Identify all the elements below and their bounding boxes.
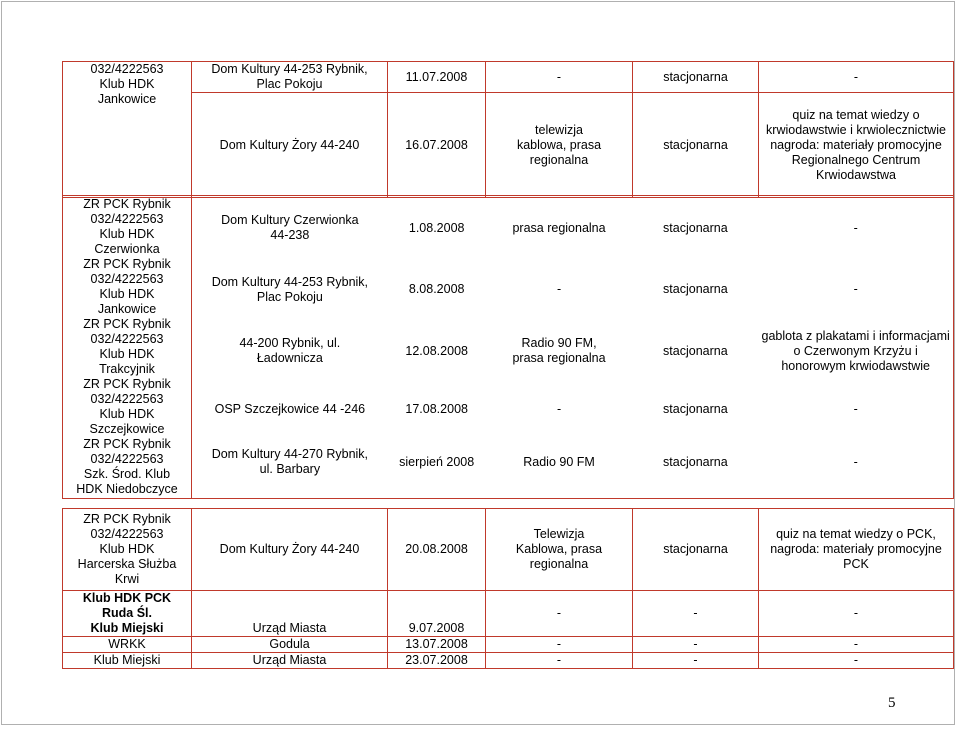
media-cell: - bbox=[556, 282, 562, 296]
notes-cell: - bbox=[853, 402, 858, 416]
place-cell: Dom Kultury 44-270 Rybnik, ul. Barbary bbox=[211, 447, 369, 476]
media-cell: Radio 90 FM bbox=[523, 454, 595, 469]
table-row bbox=[63, 591, 954, 637]
date-cell: 9.07.2008 bbox=[388, 591, 486, 637]
organizer-cell: 032/4222563 Klub HDK Jankowice bbox=[63, 62, 192, 198]
notes-cell: quiz na temat wiedzy o krwiodawstwie i krwiolecznictwie nagroda: materiały promocyjne Regionalnego Centrum Krwiodawstwa bbox=[759, 93, 954, 198]
type-cell: stacjonarna bbox=[633, 62, 759, 93]
page-number: 5 bbox=[888, 695, 896, 711]
list-item bbox=[192, 206, 953, 250]
organizer-cell: ZR PCK Rybnik 032/4222563 Klub HDK Harcerska Służba Krwi bbox=[63, 509, 192, 591]
notes-cell: - bbox=[853, 282, 858, 296]
notes-cell: - bbox=[759, 591, 954, 637]
type-cell: stacjonarna bbox=[633, 509, 759, 591]
list-item bbox=[192, 274, 953, 306]
place-cell: OSP Szczejkowice 44 -246 bbox=[214, 402, 366, 416]
notes-cell: gablota z plakatami i informacjami o Czerwonym Krzyżu i honorowym krwiodawstwie bbox=[761, 328, 950, 373]
place-cell: Dom Kultury 44-253 Rybnik, Plac Pokoju bbox=[211, 274, 369, 304]
place-cell: Dom Kultury Żory 44-240 bbox=[192, 509, 388, 591]
media-cell: - bbox=[486, 591, 633, 637]
media-cell: - bbox=[486, 653, 633, 669]
table-row bbox=[63, 653, 954, 669]
place-cell: Urząd Miasta bbox=[192, 591, 388, 637]
notes-cell: - bbox=[759, 637, 954, 653]
date-cell: 17.08.2008 bbox=[405, 402, 468, 416]
table-row bbox=[63, 196, 954, 499]
organizer-cell: Klub Miejski bbox=[63, 653, 192, 669]
notes-cell: - bbox=[759, 653, 954, 669]
place-cell: 44-200 Rybnik, ul. Ładownicza bbox=[239, 336, 341, 365]
table-row bbox=[63, 62, 954, 93]
date-cell: sierpień 2008 bbox=[399, 454, 475, 469]
list-item bbox=[192, 446, 953, 478]
date-cell: 23.07.2008 bbox=[388, 653, 486, 669]
place-cell: Dom Kultury Żory 44-240 bbox=[192, 93, 388, 198]
organizer-cell: WRKK bbox=[63, 637, 192, 653]
schedule-table-2 bbox=[62, 195, 954, 499]
date-cell: 20.08.2008 bbox=[388, 509, 486, 591]
place-cell: Dom Kultury Czerwionka 44-238 bbox=[221, 213, 359, 242]
list-item bbox=[192, 329, 953, 373]
type-cell: - bbox=[633, 591, 759, 637]
notes-cell: - bbox=[853, 454, 858, 469]
date-cell: 1.08.2008 bbox=[408, 220, 465, 235]
type-cell: stacjonarna bbox=[663, 343, 728, 358]
list-item bbox=[192, 397, 953, 423]
organizer-cell: ZR PCK Rybnik 032/4222563 Klub HDK Czerwionka ZR PCK Rybnik 032/4222563 Klub HDK Jankowice ZR PCK Rybnik 032/4222563 Klub HDK Trakcyjnik ZR PCK Rybnik 032/4222563 Klub HDK Szczejkowice ZR PCK Rybnik 032/4222563 Szk. Środ. Klub HDK Niedobczyce bbox=[63, 196, 192, 499]
date-cell: 12.08.2008 bbox=[405, 343, 468, 358]
events-block bbox=[192, 196, 954, 499]
media-cell: telewizja kablowa, prasa regionalna bbox=[486, 93, 633, 198]
type-cell: - bbox=[633, 637, 759, 653]
schedule-table-1 bbox=[62, 61, 954, 198]
place-cell: Godula bbox=[192, 637, 388, 653]
table-row bbox=[63, 93, 954, 198]
type-cell: stacjonarna bbox=[663, 402, 728, 416]
organizer-cell: Klub HDK PCK Ruda Śl. Klub Miejski bbox=[63, 591, 192, 637]
type-cell: - bbox=[633, 653, 759, 669]
notes-cell: - bbox=[759, 62, 954, 93]
type-cell: stacjonarna bbox=[663, 220, 728, 235]
type-cell: stacjonarna bbox=[663, 282, 728, 296]
media-cell: - bbox=[486, 637, 633, 653]
date-cell: 16.07.2008 bbox=[388, 93, 486, 198]
date-cell: 8.08.2008 bbox=[408, 282, 465, 296]
type-cell: stacjonarna bbox=[633, 93, 759, 198]
place-cell: Dom Kultury 44-253 Rybnik, Plac Pokoju bbox=[192, 62, 388, 93]
media-cell: prasa regionalna bbox=[512, 220, 606, 235]
schedule-table-3 bbox=[62, 508, 954, 669]
type-cell: stacjonarna bbox=[663, 454, 728, 469]
notes-cell: quiz na temat wiedzy o PCK, nagroda: materiały promocyjne PCK bbox=[759, 509, 954, 591]
media-cell: Telewizja Kablowa, prasa regionalna bbox=[486, 509, 633, 591]
date-cell: 11.07.2008 bbox=[388, 62, 486, 93]
media-cell: Radio 90 FM, prasa regionalna bbox=[512, 336, 606, 365]
media-cell: - bbox=[486, 62, 633, 93]
place-cell: Urząd Miasta bbox=[192, 653, 388, 669]
table-row bbox=[63, 637, 954, 653]
notes-cell: - bbox=[853, 220, 858, 235]
date-cell: 13.07.2008 bbox=[388, 637, 486, 653]
table-row bbox=[63, 509, 954, 591]
media-cell: - bbox=[556, 402, 562, 416]
